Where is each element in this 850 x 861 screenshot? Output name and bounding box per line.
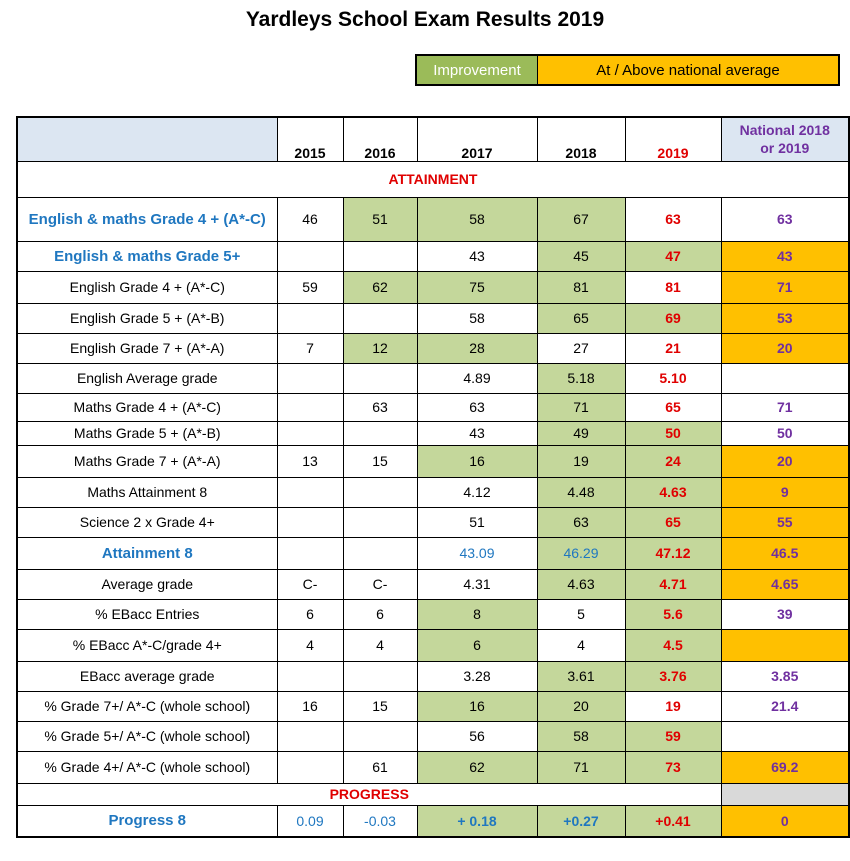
cell: 20 <box>721 333 849 363</box>
cell: 47.12 <box>625 537 721 569</box>
cell: 67 <box>537 197 625 241</box>
table-row <box>17 751 849 783</box>
row-label: English Grade 4 + (A*-C) <box>17 271 277 303</box>
row-label: English Grade 5 + (A*-B) <box>17 303 277 333</box>
cell: 63 <box>343 393 417 421</box>
cell: 58 <box>417 197 537 241</box>
cell: 43 <box>721 241 849 271</box>
table-row <box>17 599 849 629</box>
cell: 6 <box>343 599 417 629</box>
cell: 55 <box>721 507 849 537</box>
cell: 3.76 <box>625 661 721 691</box>
cell: 4.48 <box>537 477 625 507</box>
cell <box>343 421 417 445</box>
header-2017: 2017 <box>417 117 537 161</box>
header-2016: 2016 <box>343 117 417 161</box>
cell: +0.27 <box>537 805 625 837</box>
header-row <box>17 117 849 161</box>
page-title: Yardleys School Exam Results 2019 <box>245 8 605 31</box>
cell: 7 <box>277 333 343 363</box>
section-attainment: ATTAINMENT <box>17 161 849 197</box>
cell <box>277 537 343 569</box>
cell <box>343 363 417 393</box>
row-label: Maths Grade 5 + (A*-B) <box>17 421 277 445</box>
cell: 73 <box>625 751 721 783</box>
cell: + 0.18 <box>417 805 537 837</box>
cell: 15 <box>343 691 417 721</box>
cell <box>277 241 343 271</box>
cell: 69.2 <box>721 751 849 783</box>
cell: 63 <box>721 197 849 241</box>
cell: 4.63 <box>625 477 721 507</box>
cell: 21.4 <box>721 691 849 721</box>
cell: 71 <box>721 393 849 421</box>
cell: 16 <box>277 691 343 721</box>
cell <box>277 751 343 783</box>
cell: C- <box>277 569 343 599</box>
cell <box>721 629 849 661</box>
cell: 56 <box>417 721 537 751</box>
cell: 69 <box>625 303 721 333</box>
cell <box>343 477 417 507</box>
cell: 4.5 <box>625 629 721 661</box>
color-legend <box>415 54 840 86</box>
cell <box>343 721 417 751</box>
table-row <box>17 363 849 393</box>
cell: 71 <box>537 393 625 421</box>
header-2018: 2018 <box>537 117 625 161</box>
cell: 63 <box>537 507 625 537</box>
progress-row <box>17 805 849 837</box>
row-label: English Grade 7 + (A*-A) <box>17 333 277 363</box>
cell: 16 <box>417 445 537 477</box>
cell: 0.09 <box>277 805 343 837</box>
cell: 43 <box>417 421 537 445</box>
cell: 20 <box>721 445 849 477</box>
cell: 4.65 <box>721 569 849 599</box>
cell: 28 <box>417 333 537 363</box>
cell: 27 <box>537 333 625 363</box>
cell: 62 <box>343 271 417 303</box>
cell: 3.61 <box>537 661 625 691</box>
cell <box>343 661 417 691</box>
cell: 45 <box>537 241 625 271</box>
cell: 43.09 <box>417 537 537 569</box>
row-label: % EBacc A*-C/grade 4+ <box>17 629 277 661</box>
cell <box>343 537 417 569</box>
cell: 39 <box>721 599 849 629</box>
cell <box>277 303 343 333</box>
cell: 15 <box>343 445 417 477</box>
cell: 3.28 <box>417 661 537 691</box>
cell: 50 <box>721 421 849 445</box>
cell: 19 <box>625 691 721 721</box>
row-label: Maths Grade 7 + (A*-A) <box>17 445 277 477</box>
cell <box>721 363 849 393</box>
cell: 8 <box>417 599 537 629</box>
table-row <box>17 241 849 271</box>
header-national-line1: National 2018 <box>739 122 830 139</box>
table-row <box>17 271 849 303</box>
row-label: Attainment 8 <box>17 537 277 569</box>
row-label: Progress 8 <box>17 805 277 837</box>
cell: -0.03 <box>343 805 417 837</box>
cell: 9 <box>721 477 849 507</box>
cell: 53 <box>721 303 849 333</box>
cell: 46.29 <box>537 537 625 569</box>
cell: 50 <box>625 421 721 445</box>
cell: 65 <box>625 393 721 421</box>
cell: 59 <box>625 721 721 751</box>
table-row <box>17 445 849 477</box>
header-national <box>721 117 849 161</box>
cell: 81 <box>625 271 721 303</box>
cell: C- <box>343 569 417 599</box>
row-label: Maths Grade 4 + (A*-C) <box>17 393 277 421</box>
cell: 4.71 <box>625 569 721 599</box>
cell: 63 <box>625 197 721 241</box>
cell: 59 <box>277 271 343 303</box>
cell: 5.10 <box>625 363 721 393</box>
cell: 4 <box>343 629 417 661</box>
cell: 5.6 <box>625 599 721 629</box>
cell <box>277 393 343 421</box>
row-label: % Grade 5+/ A*-C (whole school) <box>17 721 277 751</box>
section-row-progress <box>17 783 849 805</box>
cell: 46 <box>277 197 343 241</box>
table-row <box>17 333 849 363</box>
cell: 20 <box>537 691 625 721</box>
table-row <box>17 477 849 507</box>
section-progress: PROGRESS <box>17 783 721 805</box>
cell: 4 <box>537 629 625 661</box>
table-row <box>17 629 849 661</box>
cell: 24 <box>625 445 721 477</box>
header-blank <box>17 117 277 161</box>
cell <box>277 661 343 691</box>
cell <box>277 363 343 393</box>
cell <box>343 507 417 537</box>
table-row <box>17 303 849 333</box>
cell: 46.5 <box>721 537 849 569</box>
cell: 16 <box>417 691 537 721</box>
cell: 6 <box>277 599 343 629</box>
cell: 13 <box>277 445 343 477</box>
table-row <box>17 197 849 241</box>
table-row <box>17 721 849 751</box>
header-national-line2: or 2019 <box>760 140 810 157</box>
row-label: Average grade <box>17 569 277 599</box>
cell: 4.12 <box>417 477 537 507</box>
cell: 65 <box>537 303 625 333</box>
results-table <box>16 116 850 838</box>
cell: 4.89 <box>417 363 537 393</box>
cell: 71 <box>537 751 625 783</box>
cell: 4.31 <box>417 569 537 599</box>
legend-improvement: Improvement <box>417 56 538 84</box>
cell: 0 <box>721 805 849 837</box>
cell <box>277 721 343 751</box>
table-row <box>17 393 849 421</box>
table-row <box>17 507 849 537</box>
cell: 47 <box>625 241 721 271</box>
header-2019: 2019 <box>625 117 721 161</box>
row-label: English Average grade <box>17 363 277 393</box>
row-label: English & maths Grade 4 + (A*-C) <box>17 197 277 241</box>
cell <box>277 477 343 507</box>
cell <box>721 721 849 751</box>
table-row <box>17 691 849 721</box>
row-label: English & maths Grade 5+ <box>17 241 277 271</box>
row-label: % Grade 4+/ A*-C (whole school) <box>17 751 277 783</box>
row-label: % EBacc Entries <box>17 599 277 629</box>
cell <box>277 507 343 537</box>
row-label: Maths Attainment 8 <box>17 477 277 507</box>
cell: 63 <box>417 393 537 421</box>
cell: 51 <box>343 197 417 241</box>
table-row <box>17 661 849 691</box>
legend-national-average: At / Above national average <box>538 56 838 84</box>
cell: 75 <box>417 271 537 303</box>
cell: 61 <box>343 751 417 783</box>
header-2015: 2015 <box>277 117 343 161</box>
cell: 12 <box>343 333 417 363</box>
cell: 3.85 <box>721 661 849 691</box>
cell: 58 <box>417 303 537 333</box>
cell: 62 <box>417 751 537 783</box>
cell: 49 <box>537 421 625 445</box>
cell: 5.18 <box>537 363 625 393</box>
table-row <box>17 537 849 569</box>
section-progress-grey <box>721 783 849 805</box>
cell: 43 <box>417 241 537 271</box>
section-row-attainment <box>17 161 849 197</box>
row-label: EBacc average grade <box>17 661 277 691</box>
table-row <box>17 569 849 599</box>
cell: 71 <box>721 271 849 303</box>
cell: 19 <box>537 445 625 477</box>
cell <box>343 241 417 271</box>
cell: 5 <box>537 599 625 629</box>
cell: 4.63 <box>537 569 625 599</box>
cell: 6 <box>417 629 537 661</box>
row-label: Science 2 x Grade 4+ <box>17 507 277 537</box>
cell: 81 <box>537 271 625 303</box>
row-label: % Grade 7+/ A*-C (whole school) <box>17 691 277 721</box>
cell: 4 <box>277 629 343 661</box>
cell <box>277 421 343 445</box>
cell: 21 <box>625 333 721 363</box>
cell: +0.41 <box>625 805 721 837</box>
cell <box>343 303 417 333</box>
cell: 58 <box>537 721 625 751</box>
cell: 51 <box>417 507 537 537</box>
table-row <box>17 421 849 445</box>
cell: 65 <box>625 507 721 537</box>
